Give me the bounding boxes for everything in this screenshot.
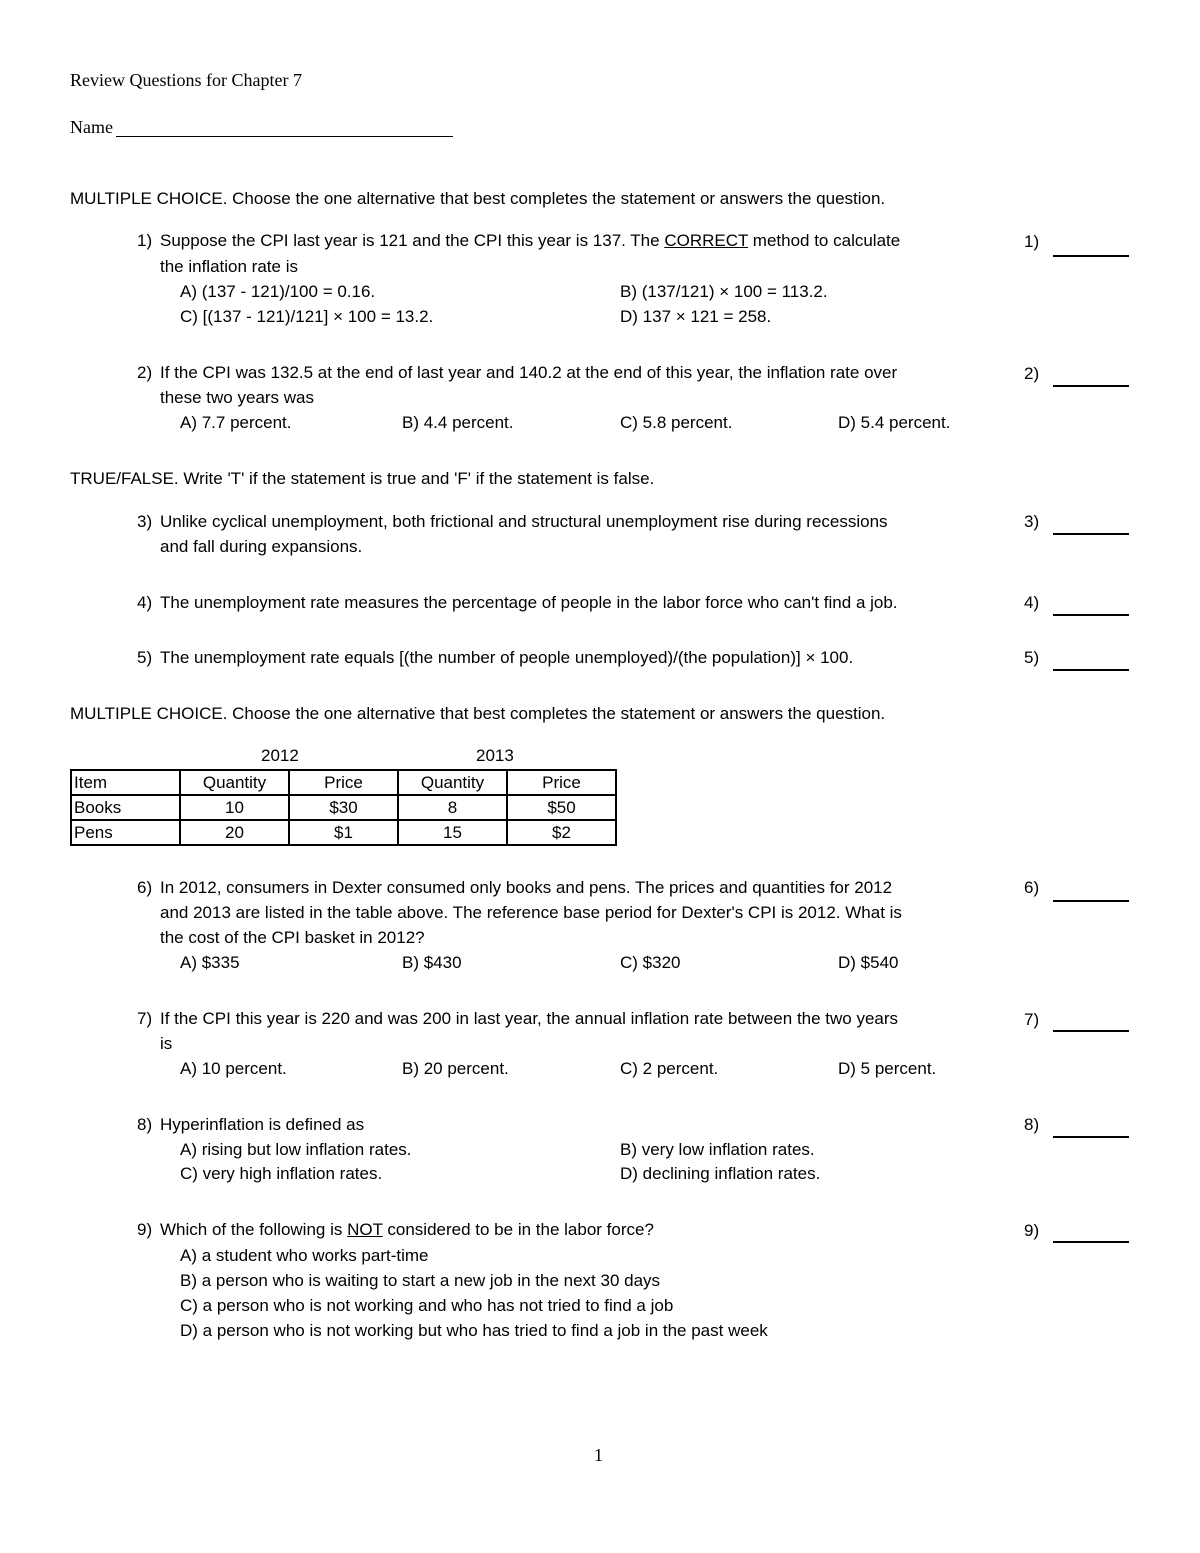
q6-line3: the cost of the CPI basket in 2012? bbox=[160, 928, 425, 947]
q9-option-a[interactable]: A) a student who works part-time bbox=[180, 1246, 429, 1265]
q7-option-a[interactable]: A) 10 percent. bbox=[180, 1059, 287, 1078]
q8-option-b[interactable]: B) very low inflation rates. bbox=[620, 1140, 815, 1159]
q6-option-a[interactable]: A) $335 bbox=[180, 953, 240, 972]
q6-option-b[interactable]: B) $430 bbox=[402, 953, 462, 972]
table-header-cell: Quantity bbox=[180, 770, 289, 795]
q8-option-c[interactable]: C) very high inflation rates. bbox=[180, 1164, 383, 1183]
q7-answer-blank[interactable] bbox=[1053, 1030, 1129, 1032]
q8-answer-blank[interactable] bbox=[1053, 1136, 1129, 1138]
q4-number: 4) bbox=[137, 593, 153, 612]
q2-answer-blank[interactable] bbox=[1053, 385, 1129, 387]
q2-option-b[interactable]: B) 4.4 percent. bbox=[402, 413, 514, 432]
q7-line1: If the CPI this year is 220 and was 200 in last year, the annual inflation rate between the two years bbox=[160, 1009, 899, 1028]
q5-number: 5) bbox=[137, 648, 153, 667]
q2-option-d[interactable]: D) 5.4 percent. bbox=[838, 413, 951, 432]
q8-answer-number: 8) bbox=[1024, 1115, 1040, 1134]
table-cell: 15 bbox=[398, 820, 507, 845]
q8-line1: Hyperinflation is defined as bbox=[160, 1115, 365, 1134]
table-header-cell: Quantity bbox=[398, 770, 507, 795]
q6-number: 6) bbox=[137, 878, 153, 897]
q1-answer-blank[interactable] bbox=[1053, 255, 1129, 257]
q7-option-c[interactable]: C) 2 percent. bbox=[620, 1059, 719, 1078]
table-year-2013: 2013 bbox=[476, 746, 514, 765]
mc-heading-2: MULTIPLE CHOICE. Choose the one alternative that best completes the statement or answers the question. bbox=[70, 704, 886, 723]
q9-line1: Which of the following is NOT considered to be in the labor force? bbox=[160, 1220, 654, 1239]
q2-line2: these two years was bbox=[160, 388, 315, 407]
q7-answer-number: 7) bbox=[1024, 1010, 1040, 1029]
q8-option-d[interactable]: D) declining inflation rates. bbox=[620, 1164, 821, 1183]
q6-line1: In 2012, consumers in Dexter consumed only books and pens. The prices and quantities for 2012 bbox=[160, 878, 893, 897]
q1-option-a[interactable]: A) (137 - 121)/100 = 0.16. bbox=[180, 282, 376, 301]
table-header-cell: Price bbox=[507, 770, 616, 795]
q6-answer-number: 6) bbox=[1024, 878, 1040, 897]
table-cell: 10 bbox=[180, 795, 289, 820]
q8-number: 8) bbox=[137, 1115, 153, 1134]
q7-line2: is bbox=[160, 1034, 173, 1053]
q4-answer-number: 4) bbox=[1024, 593, 1040, 612]
q4-answer-blank[interactable] bbox=[1053, 614, 1129, 616]
table-header-cell: Item bbox=[71, 770, 180, 795]
table-cell: 8 bbox=[398, 795, 507, 820]
q3-answer-number: 3) bbox=[1024, 512, 1040, 531]
mc-heading-1: MULTIPLE CHOICE. Choose the one alternative that best completes the statement or answers the question. bbox=[70, 189, 886, 208]
q1-line1: Suppose the CPI last year is 121 and the CPI this year is 137. The CORRECT method to calculate bbox=[160, 231, 901, 250]
q1-number: 1) bbox=[137, 231, 153, 250]
q8-option-a[interactable]: A) rising but low inflation rates. bbox=[180, 1140, 412, 1159]
q1-option-b[interactable]: B) (137/121) × 100 = 113.2. bbox=[620, 282, 828, 301]
q9-option-c[interactable]: C) a person who is not working and who has not tried to find a job bbox=[180, 1296, 674, 1315]
q1-line2: the inflation rate is bbox=[160, 257, 298, 276]
q6-answer-blank[interactable] bbox=[1053, 900, 1129, 902]
q3-line1: Unlike cyclical unemployment, both frictional and structural unemployment rise during recessions bbox=[160, 512, 888, 531]
q7-number: 7) bbox=[137, 1009, 153, 1028]
q6-option-c[interactable]: C) $320 bbox=[620, 953, 681, 972]
q3-answer-blank[interactable] bbox=[1053, 533, 1129, 535]
q9-option-d[interactable]: D) a person who is not working but who has tried to find a job in the past week bbox=[180, 1321, 768, 1340]
q5-answer-number: 5) bbox=[1024, 648, 1040, 667]
page-title: Review Questions for Chapter 7 bbox=[70, 70, 302, 90]
q9-option-b[interactable]: B) a person who is waiting to start a new job in the next 30 days bbox=[180, 1271, 661, 1290]
q7-option-b[interactable]: B) 20 percent. bbox=[402, 1059, 509, 1078]
q9-answer-blank[interactable] bbox=[1053, 1241, 1129, 1243]
q9-number: 9) bbox=[137, 1220, 153, 1239]
q9-not-underlined: NOT bbox=[347, 1220, 383, 1239]
q7-option-d[interactable]: D) 5 percent. bbox=[838, 1059, 937, 1078]
table-cell: 20 bbox=[180, 820, 289, 845]
q3-number: 3) bbox=[137, 512, 153, 531]
name-input-line[interactable] bbox=[116, 136, 453, 137]
q1-option-c[interactable]: C) [(137 - 121)/121] × 100 = 13.2. bbox=[180, 307, 434, 326]
table-year-2012: 2012 bbox=[261, 746, 299, 765]
q2-number: 2) bbox=[137, 363, 153, 382]
table-row bbox=[71, 820, 616, 845]
table-header-row bbox=[71, 770, 616, 795]
table-header-cell: Price bbox=[289, 770, 398, 795]
q6-option-d[interactable]: D) $540 bbox=[838, 953, 899, 972]
tf-heading: TRUE/FALSE. Write 'T' if the statement is true and 'F' if the statement is false. bbox=[70, 469, 655, 488]
q2-option-c[interactable]: C) 5.8 percent. bbox=[620, 413, 733, 432]
q9-answer-number: 9) bbox=[1024, 1221, 1040, 1240]
price-quantity-table bbox=[70, 769, 617, 846]
table-cell: Pens bbox=[71, 820, 180, 845]
table-cell: $1 bbox=[289, 820, 398, 845]
page-number: 1 bbox=[594, 1445, 603, 1465]
table-row bbox=[71, 795, 616, 820]
q2-option-a[interactable]: A) 7.7 percent. bbox=[180, 413, 292, 432]
q6-line2: and 2013 are listed in the table above. The reference base period for Dexter's CPI is 2012. What is bbox=[160, 903, 902, 922]
table-cell: $2 bbox=[507, 820, 616, 845]
q1-answer-number: 1) bbox=[1024, 232, 1040, 251]
q1-correct-underlined: CORRECT bbox=[664, 231, 749, 250]
table-cell: $30 bbox=[289, 795, 398, 820]
table-cell: Books bbox=[71, 795, 180, 820]
q1-option-d[interactable]: D) 137 × 121 = 258. bbox=[620, 307, 772, 326]
q5-line1: The unemployment rate equals [(the number of people unemployed)/(the population)] × 100. bbox=[160, 648, 854, 667]
q2-answer-number: 2) bbox=[1024, 364, 1040, 383]
table-cell: $50 bbox=[507, 795, 616, 820]
q2-line1: If the CPI was 132.5 at the end of last year and 140.2 at the end of this year, the inflation rate over bbox=[160, 363, 898, 382]
name-label: Name bbox=[70, 117, 113, 137]
q5-answer-blank[interactable] bbox=[1053, 669, 1129, 671]
q4-line1: The unemployment rate measures the percentage of people in the labor force who can't find a job. bbox=[160, 593, 898, 612]
q3-line2: and fall during expansions. bbox=[160, 537, 363, 556]
